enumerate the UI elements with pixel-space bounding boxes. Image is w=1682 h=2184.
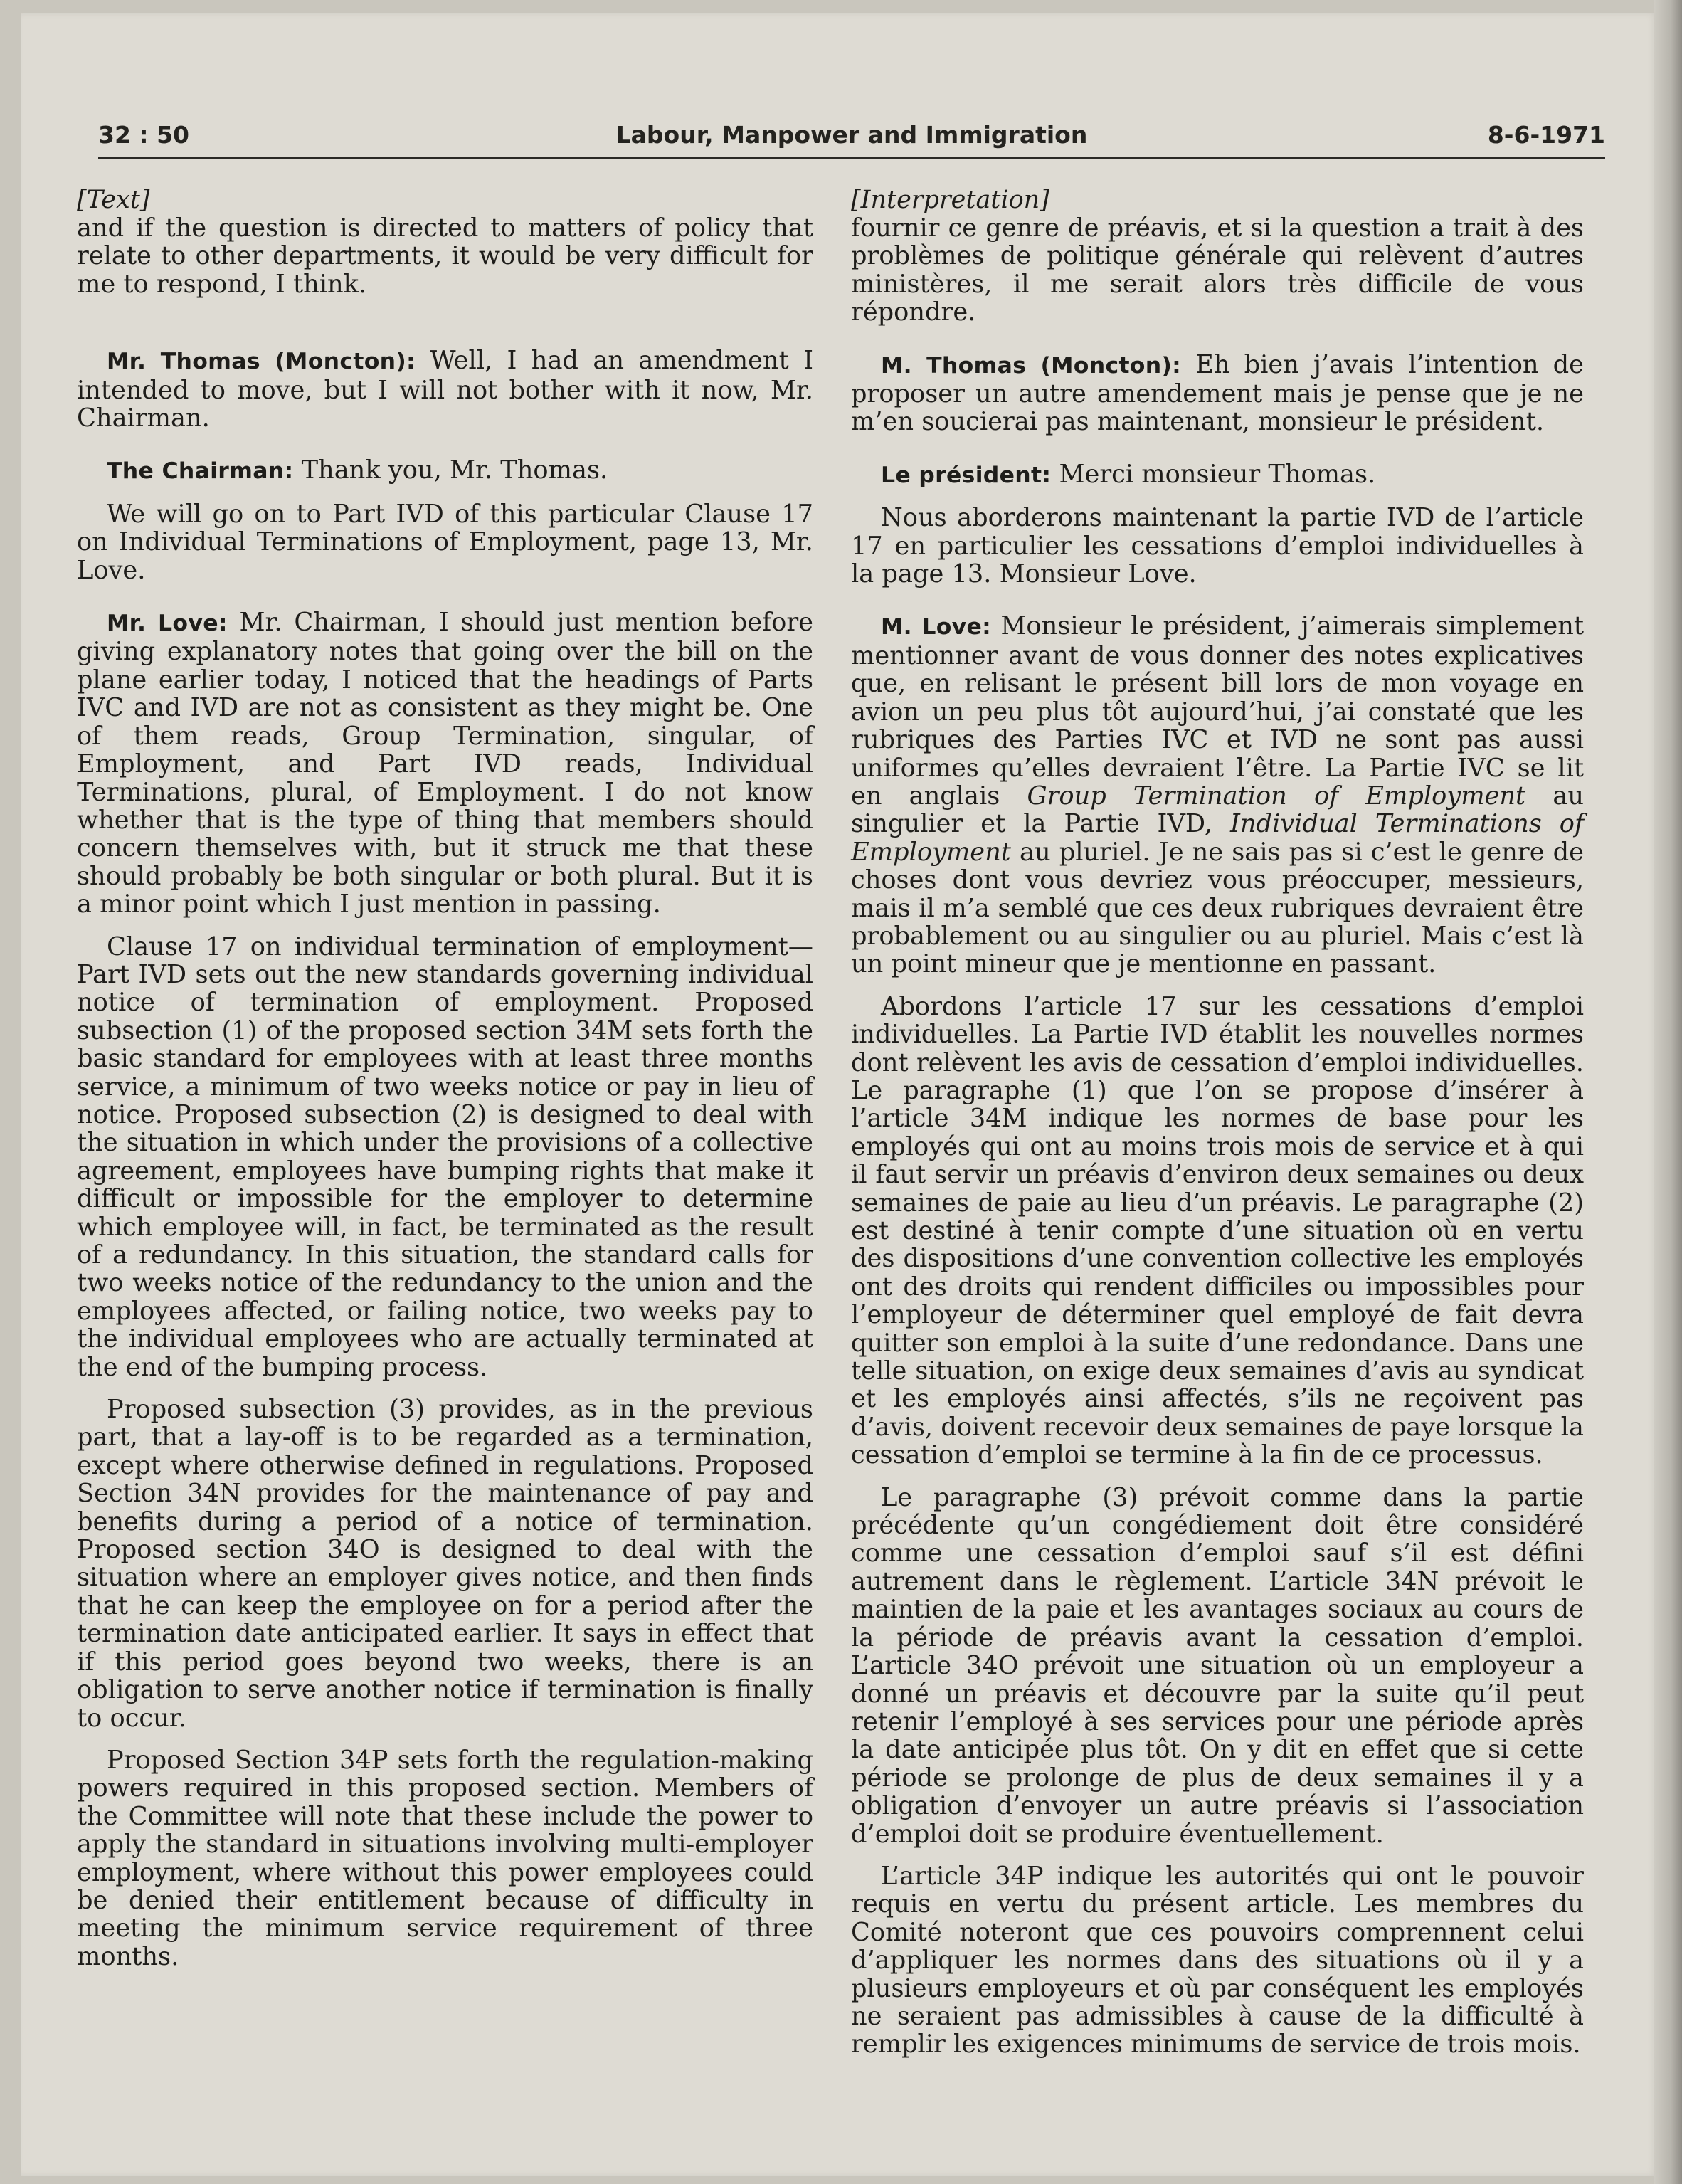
en-paragraph-3	[77, 456, 813, 485]
fr-speech-love-b: au singulier et la Partie IVD,	[851, 781, 1584, 839]
fr-paragraph-6: Abordons l’article 17 sur les cessations d’emploi individuelles. La Partie IVD établit les nouvelles normes dont relèvent les avis de cessation d’emploi individuelles. Le paragraphe (1) que l’on se propose d’insérer à l’article 34M indique les normes de base pour les employés qui ont au moins trois mois de service et à qui il faut servir un préavis d’environ deux semaines ou deux semaines de paie au lieu d’un préavis. Le paragraphe (2) est destiné à tenir compte d’une situation où en vertu des dispositions d’une convention collective les employés ont des droits qui rendent difficiles ou impossibles pour l’employeur de déterminer quel employé de fait devra quitter son emploi à la suite d’une redondance. Dans une telle situation, on exige deux semaines d’avis au syndicat et les employés ainsi affectés, s’ils ne reçoivent pas d’avis, doivent recevoir deux semaines de paye lorsque la cessation d’emploi se termine à la fin de ce processus.	[851, 991, 1584, 1470]
fr-paragraph-8: L’article 34P indique les autorités qui ont le pouvoir requis en vertu du présent article. Les membres du Comité noteront que ces pouvoirs comprennent celui d’appliquer les normes dans des situations où il y a plusieurs employeurs et où par conséquent les employés ne seraient pas admissibles à cause de la difficulté à remplir les exigences minimums de service de trois mois.	[851, 1861, 1584, 2059]
en-paragraph-5	[77, 608, 813, 918]
page-date: 8-6-1971	[1487, 121, 1605, 149]
en-speaker-thomas: Mr. Thomas (Moncton):	[107, 349, 416, 375]
en-speaker-love: Mr. Love:	[107, 611, 228, 637]
en-speech-love: Mr. Chairman, I should just mention before giving explanatory notes that going over the bill on the plane earlier today, I noticed that the headings of Parts IVC and IVD are not as consistent as they might be. One of them reads, Group Termination, singular, of Employment, and Part IVD reads, Individual Terminations, plural, of Employment. I do not know whether that is the type of thing that members should concern themselves with, but it struck me that these should probably be both singular or both plural. But it is a minor point which I just mention in passing.	[77, 608, 813, 919]
binding-edge	[1654, 0, 1682, 2184]
interpretation-label: [Interpretation]	[851, 186, 1049, 214]
fr-heading-ivc: Group Termination of Employment	[1027, 781, 1526, 811]
en-paragraph-7: Proposed subsection (3) provides, as in the previous part, that a lay-off is to be regarded as a termination, except where otherwise defined in regulations. Proposed Section 34N provides for the maintenance of pay and benefits during a period of a notice of termination. Proposed section 34O is designed to deal with the situation where an employer gives notice, and then finds that he can keep the employee on for a period after the termination date anticipated earlier. It says in effect that if this period goes beyond two weeks, there is an obligation to serve another notice if termination is finally to occur.	[77, 1395, 813, 1733]
fr-speech-president: Merci monsieur Thomas.	[1051, 459, 1376, 489]
fr-paragraph-2	[851, 351, 1584, 436]
en-paragraph-1: and if the question is directed to matters of policy that relate to other departments, it would be very difficult for me to respond, I think.	[77, 213, 813, 299]
fr-speech-thomas: Eh bien j’avais l’intention de proposer un autre amendement mais je pense que je ne m’en soucierai pas maintenant, monsieur le président.	[851, 349, 1584, 437]
english-column	[77, 186, 813, 1971]
fr-paragraph-4: Nous aborderons maintenant la partie IVD de l’article 17 en particulier les cessations d’emploi individuelles à la page 13. Monsieur Love.	[851, 503, 1584, 589]
en-paragraph-6: Clause 17 on individual termination of employment—Part IVD sets out the new standards governing individual notice of termination of employment. Proposed subsection (1) of the proposed section 34M sets forth the basic standard for employees with at least three months service, a minimum of two weeks notice or pay in lieu of notice. Proposed subsection (2) is designed to deal with the situation in which under the provisions of a collective agreement, employees have bumping rights that make it difficult or impossible for the employer to determine which employee will, in fact, be terminated as the result of a redundancy. In this situation, the standard calls for two weeks notice of the redundancy to the union and the employees affected, or failing notice, two weeks pay to the individual employees who are actually terminated at the end of the bumping process.	[77, 932, 813, 1382]
publication-title: Labour, Manpower and Immigration	[615, 121, 1088, 149]
en-speech-chairman: Thank you, Mr. Thomas.	[293, 455, 608, 485]
fr-speech-love-c: au pluriel. Je ne sais pas si c’est le genre de choses dont vous devriez vous préoccuper, messieurs, mais il m’a semblé que ces deux rubriques devraient être probablement ou au singulier ou au pluriel. Mais c’est là un point mineur que je mentionne en passant.	[851, 837, 1584, 979]
fr-speaker-thomas: M. Thomas (Moncton):	[881, 352, 1182, 379]
fr-paragraph-1: fournir ce genre de préavis, et si la question a trait à des problèmes de politique générale qui relèvent d’autres ministères, il me serait alors très difficile de vous répondre.	[851, 213, 1584, 327]
running-header	[98, 118, 1605, 159]
fr-speaker-love: M. Love:	[881, 614, 992, 640]
en-paragraph-8: Proposed Section 34P sets forth the regulation-making powers required in this proposed section. Members of the Committee will note that these include the power to apply the standard in situations involving multi-employer employment, where without this power employees could be denied their entitlement because of difficulty in meeting the minimum service requirement of three months.	[77, 1745, 813, 1971]
fr-paragraph-7: Le paragraphe (3) prévoit comme dans la partie précédente qu’un congédiement doit être considéré comme une cessation d’emploi sauf s’il est défini autrement dans le règlement. L’article 34N prévoit le maintien de la paie et les avantages sociaux au cours de la période de préavis avant la cessation d’emploi. L’article 34O prévoit une situation où un employeur a donné un préavis et découvre par la suite qu’il peut retenir l’employé à ses services pour une période après la date anticipée plus tôt. On y dit en effet que si cette période se prolonge de plus de deux semaines il y a obligation d’envoyer un autre préavis si l’association d’emploi doit se produire éventuellement.	[851, 1482, 1584, 1849]
fr-paragraph-5	[851, 612, 1584, 978]
fr-speaker-president: Le président:	[881, 462, 1052, 488]
fr-speech-love-a: Monsieur le président, j’aimerais simplement mentionner avant de vous donner des notes explicatives que, en relisant le présent bill lors de mon voyage en avion un peu plus tôt aujourd’hui, j’ai constaté que les rubriques des Parties IVC et IVD ne sont pas aussi uniformes qu’elles devraient l’être. La Partie IVC se lit en anglais	[851, 611, 1585, 811]
en-speech-thomas: Well, I had an amendment I intended to move, but I will not bother with it now, Mr. Chairman.	[77, 346, 813, 433]
page-number: 32 : 50	[98, 121, 190, 149]
en-speaker-chairman: The Chairman:	[107, 458, 294, 485]
french-column	[851, 186, 1584, 2059]
fr-heading-ivd: Individual Terminations of Employment	[851, 809, 1584, 867]
text-label: [Text]	[77, 186, 150, 214]
en-paragraph-4: We will go on to Part IVD of this particular Clause 17 on Individual Terminations of Employment, page 13, Mr. Love.	[77, 499, 813, 585]
fr-paragraph-3	[851, 460, 1584, 490]
en-paragraph-2	[77, 347, 813, 432]
